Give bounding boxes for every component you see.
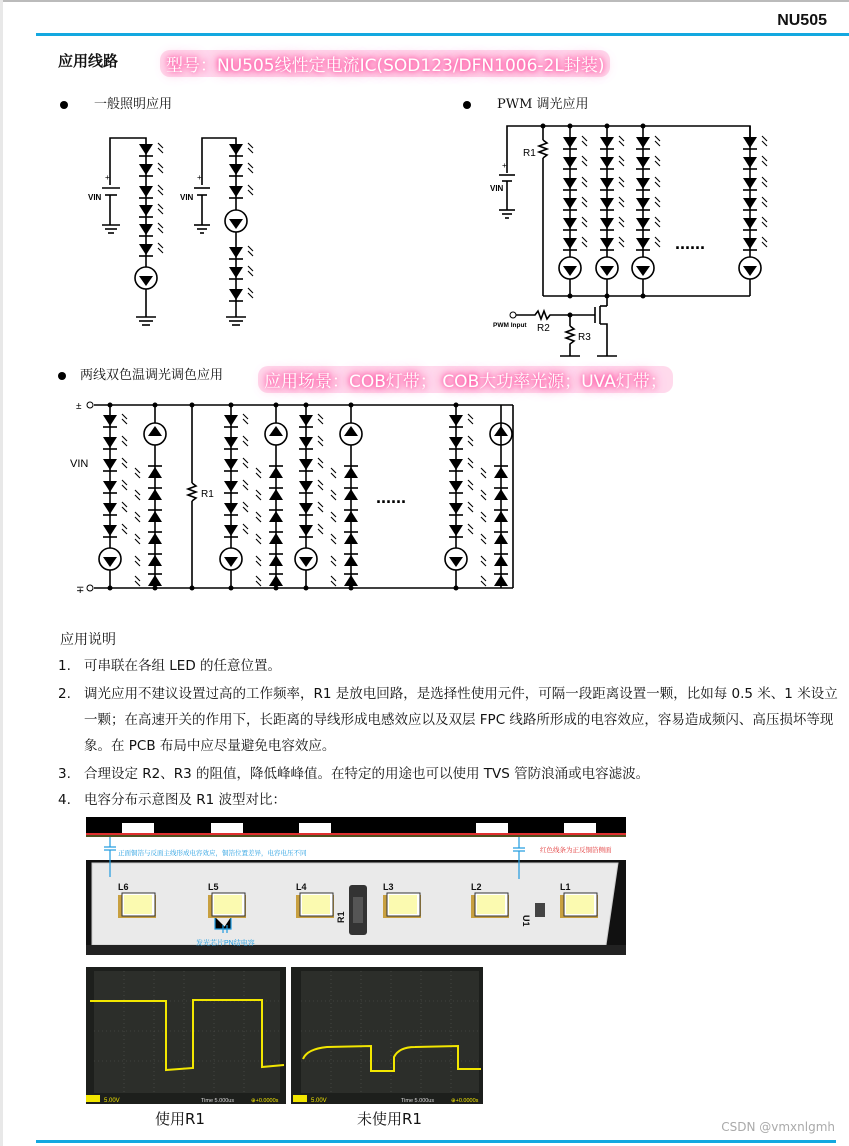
svg-text:......: ...... xyxy=(675,233,706,253)
pcb-capacitance-diagram xyxy=(86,817,626,957)
dual-cct-circuit xyxy=(68,395,528,600)
svg-text:VIN: VIN xyxy=(180,193,194,202)
note-text: 电容分布示意图及 R1 波型对比： xyxy=(84,792,287,808)
svg-text:+: + xyxy=(502,161,507,170)
svg-text:L2: L2 xyxy=(471,882,482,892)
section-title: 应用线路 xyxy=(58,52,119,70)
scope-with-r1 xyxy=(86,967,286,1104)
svg-text:5.00V: 5.00V xyxy=(311,1098,327,1104)
svg-text:L5: L5 xyxy=(208,882,219,892)
bullet-general xyxy=(60,93,172,112)
caption-with-r1: 使用R1 xyxy=(155,1110,205,1128)
svg-text:R1: R1 xyxy=(201,489,214,500)
svg-text:L1: L1 xyxy=(560,882,571,892)
bullet-dual-label: 两线双色温调光调色应用 xyxy=(80,368,224,383)
svg-text:∓: ∓ xyxy=(76,585,85,596)
brand-label: NU505 xyxy=(777,12,827,29)
svg-text:VIN: VIN xyxy=(70,458,89,470)
watermark: CSDN @vmxnlgmh xyxy=(721,1120,835,1134)
note-num: 3. xyxy=(58,766,71,782)
footer-rule xyxy=(36,1140,836,1143)
svg-text:PWM Input: PWM Input xyxy=(493,322,527,329)
svg-text:R2: R2 xyxy=(537,323,550,334)
svg-text:⊕+0.0000s: ⊕+0.0000s xyxy=(451,1098,479,1104)
general-lighting-circuit xyxy=(80,125,280,330)
svg-text:R1: R1 xyxy=(336,911,346,923)
svg-text:L3: L3 xyxy=(383,882,394,892)
scene-overlay: 应用场景：COB灯带； COB大功率光源；UVA灯带； xyxy=(258,366,673,393)
note-num: 4. xyxy=(58,792,71,808)
svg-text:⊕+0.0000s: ⊕+0.0000s xyxy=(251,1098,279,1104)
pwm-dimming-circuit xyxy=(485,118,785,363)
svg-text:±: ± xyxy=(76,401,82,412)
note-num: 2. xyxy=(58,686,71,702)
svg-text:R3: R3 xyxy=(578,332,591,343)
bullet-general-label: 一般照明应用 xyxy=(94,97,173,112)
svg-text:U1: U1 xyxy=(521,915,531,927)
note-item-4 xyxy=(58,787,838,813)
svg-text:5.00V: 5.00V xyxy=(104,1098,120,1104)
svg-text:R1: R1 xyxy=(523,148,536,159)
bullet-dual xyxy=(58,364,223,383)
svg-text:+: + xyxy=(197,173,202,182)
caption-without-r1: 未使用R1 xyxy=(357,1110,422,1128)
svg-text:VIN: VIN xyxy=(88,193,102,202)
model-overlay: 型号：NU505线性定电流IC(SOD123/DFN1006-2L封装) xyxy=(160,50,610,77)
page-left-edge xyxy=(0,0,3,1146)
svg-text:红色线条为正反铜箔侧面: 红色线条为正反铜箔侧面 xyxy=(540,847,612,854)
note-item-2 xyxy=(58,681,838,759)
svg-text:Time 5.000us: Time 5.000us xyxy=(401,1098,435,1104)
svg-text:L4: L4 xyxy=(296,882,307,892)
note-text: 调光应用不建议设置过高的工作频率，R1 是放电回路，是选择性使用元件，可隔一段距离设置一颗，比如每 0.5 米、1 米设立一颗；在高速开关的作用下，长距离的导线形成电感效应以及双层 FPC 线路所形成的电容效应，容易造成频闪、高压损坏等现象。在 PCB 布局中应尽量避免电容效应。 xyxy=(84,686,838,754)
note-text: 合理设定 R2、R3 的阻值，降低峰峰值。在特定的用途也可以使用 TVS 管防浪涌或电容滤波。 xyxy=(84,766,650,782)
notes-heading: 应用说明 xyxy=(60,632,116,648)
header-rule xyxy=(36,33,849,36)
svg-text:Time 5.000us: Time 5.000us xyxy=(201,1098,235,1104)
note-num: 1. xyxy=(58,658,71,674)
page-top-edge xyxy=(0,0,849,2)
bullet-pwm-label: PWM 调光应用 xyxy=(497,97,589,112)
svg-text:发光芯片PN结电容: 发光芯片PN结电容 xyxy=(196,940,255,947)
scope-without-r1 xyxy=(291,967,483,1104)
note-text: 可串联在各组 LED 的任意位置。 xyxy=(84,658,282,674)
svg-text:......: ...... xyxy=(376,487,407,507)
bullet-dot xyxy=(60,101,68,109)
svg-text:正面铜箔与反面主线形成电容效应，铜箔位置差异，电容电压不同: 正面铜箔与反面主线形成电容效应，铜箔位置差异，电容电压不同 xyxy=(118,850,307,857)
bullet-dot xyxy=(463,101,471,109)
note-item-3 xyxy=(58,761,838,787)
bullet-dot xyxy=(58,372,66,380)
bullet-pwm xyxy=(463,93,589,112)
svg-text:VIN: VIN xyxy=(490,184,504,193)
svg-text:+: + xyxy=(105,173,110,182)
note-item-1 xyxy=(58,653,838,679)
svg-text:L6: L6 xyxy=(118,882,129,892)
